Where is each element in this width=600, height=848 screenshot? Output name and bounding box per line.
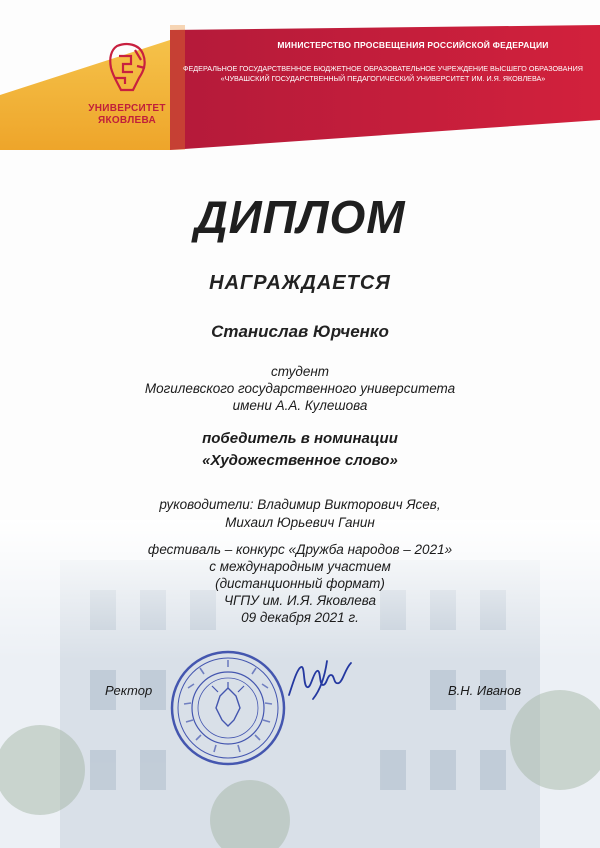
festival-line-1: фестиваль – конкурс «Дружба народов – 2021» bbox=[147, 542, 453, 557]
rector-name: В.Н. Иванов bbox=[448, 683, 522, 698]
festival-line-5: 09 декабря 2021 г. bbox=[241, 610, 359, 625]
header-text bbox=[178, 40, 588, 83]
nomination-line-2: «Художественное слово» bbox=[202, 452, 398, 469]
rector-label: Ректор bbox=[105, 683, 153, 698]
supervisors-line-1: руководители: Владимир Викторович Ясев, bbox=[159, 497, 441, 512]
festival-line-3: (дистанционный формат) bbox=[215, 576, 385, 591]
university-logo bbox=[82, 38, 172, 148]
student-line-3: имени А.А. Кулешова bbox=[232, 398, 368, 413]
logo-line-2: ЯКОВЛЕВА bbox=[97, 115, 157, 126]
festival-line-4: ЧГПУ им. И.Я. Яковлева bbox=[223, 593, 377, 608]
diploma-title: ДИПЛОМ bbox=[194, 191, 406, 243]
recipient-name: Станислав Юрченко bbox=[211, 322, 389, 341]
nomination-info bbox=[0, 428, 600, 472]
institution-line-2: «ЧУВАШСКИЙ ГОСУДАРСТВЕННЫЙ ПЕДАГОГИЧЕСКИЙ УНИВЕРСИТЕТ ИМ. И.Я. ЯКОВЛЕВА» bbox=[220, 73, 546, 83]
logo-line-1: УНИВЕРСИТЕТ bbox=[88, 103, 166, 114]
signature-mark bbox=[283, 655, 361, 703]
festival-line-2: с международным участием bbox=[209, 559, 391, 574]
stamp-seal-icon bbox=[168, 648, 288, 768]
student-line-1: студент bbox=[270, 364, 330, 379]
student-line-2: Могилевского государственного университета bbox=[144, 381, 456, 396]
awarded-heading: НАГРАЖДАЕТСЯ bbox=[209, 272, 391, 294]
supervisors-line-2: Михаил Юрьевич Ганин bbox=[225, 515, 375, 530]
student-info bbox=[0, 363, 600, 414]
university-logo-icon bbox=[97, 38, 157, 98]
festival-info bbox=[0, 541, 600, 626]
ministry-name: МИНИСТЕРСТВО ПРОСВЕЩЕНИЯ РОССИЙСКОЙ ФЕДЕРАЦИИ bbox=[277, 40, 549, 50]
nomination-line-1: победитель в номинации bbox=[202, 430, 398, 447]
supervisors-info bbox=[0, 496, 600, 532]
institution-line-1: ФЕДЕРАЛЬНОЕ ГОСУДАРСТВЕННОЕ БЮДЖЕТНОЕ ОБРАЗОВАТЕЛЬНОЕ УЧРЕЖДЕНИЕ ВЫСШЕГО ОБРАЗОВАНИЯ bbox=[183, 64, 583, 73]
